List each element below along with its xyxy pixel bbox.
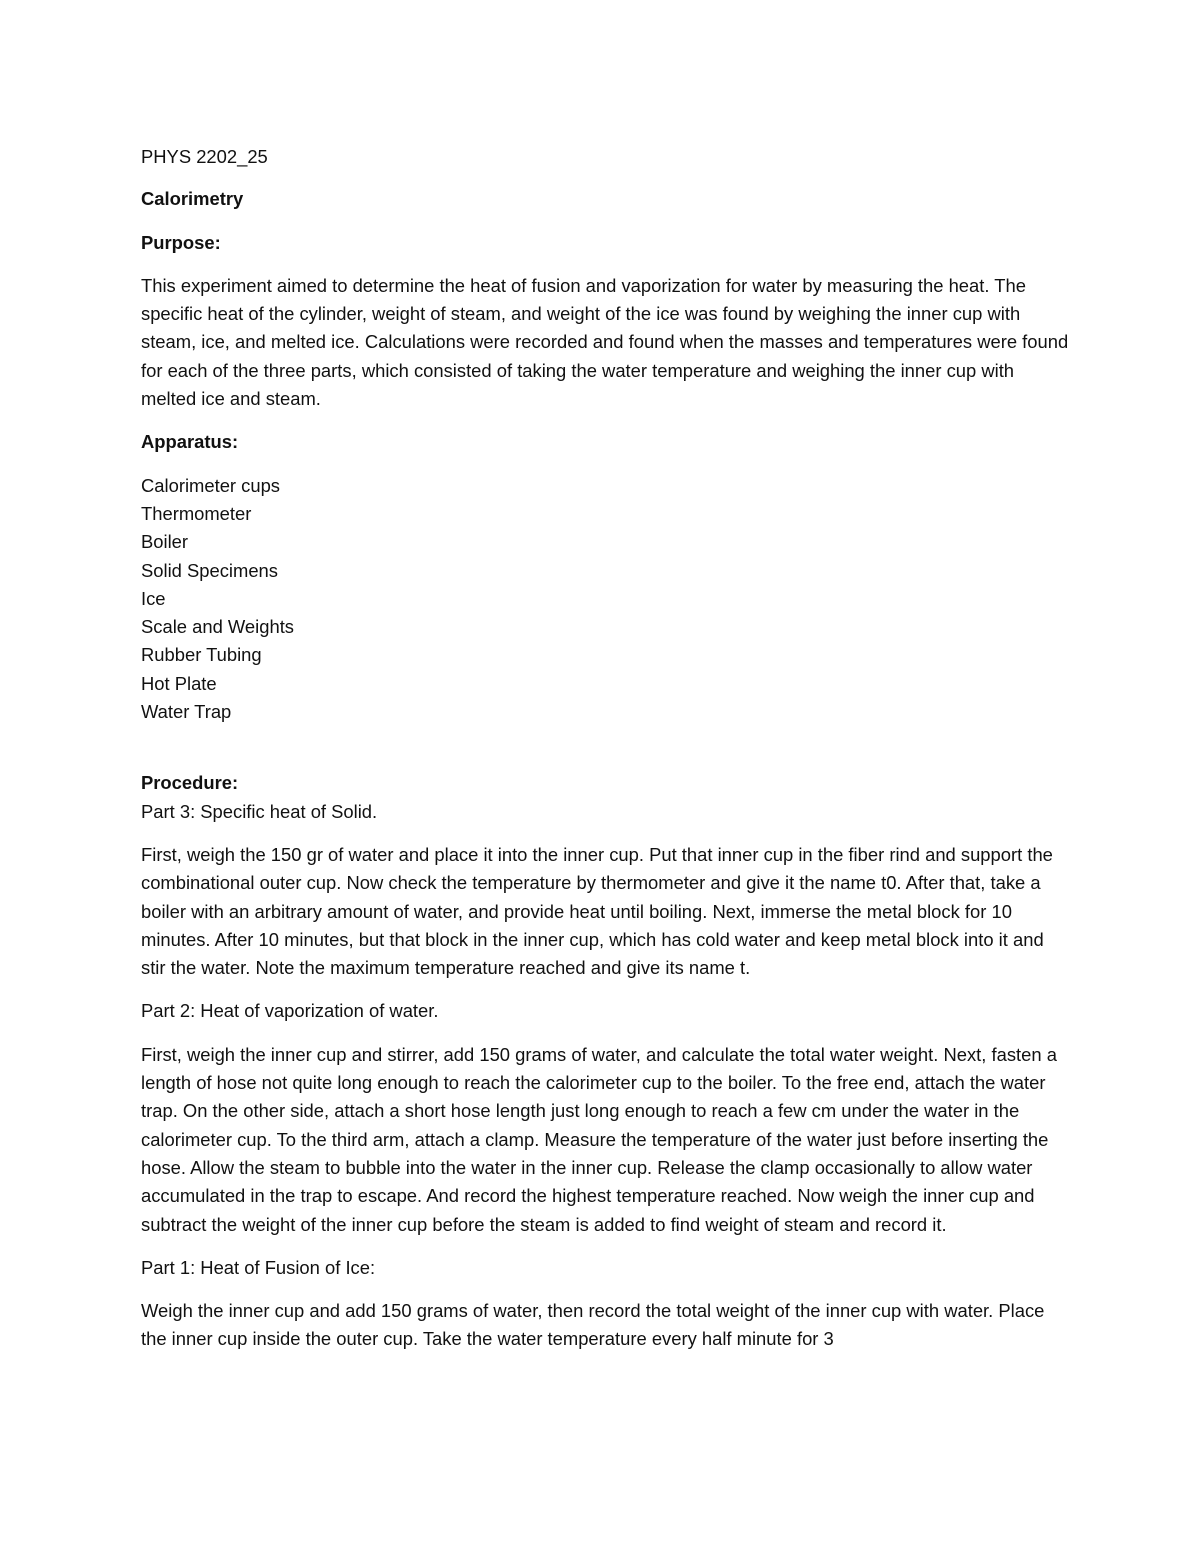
apparatus-list xyxy=(141,472,1071,727)
course-code: PHYS 2202_25 xyxy=(141,146,268,167)
apparatus-item: Boiler xyxy=(141,531,189,553)
procedure-part-1-text: Weigh the inner cup and add 150 grams of water, then record the total weight of the inner cup with water. Place the inner cup inside the outer cup. Take the water temperature every half minute for 3 xyxy=(141,1300,1045,1350)
purpose-text: This experiment aimed to determine the heat of fusion and vaporization for water by measuring the heat. The specific heat of the cylinder, weight of steam, and weight of the ice was found by weighing the inner cup with steam, ice, and melted ice. Calculations were recorded and found when the masses and temperatures were found for each of the three parts, which consisted of taking the water temperature and weighing the inner cup with melted ice and steam. xyxy=(141,274,1069,410)
apparatus-item: Rubber Tubing xyxy=(141,644,262,666)
procedure-part-1-label: Part 1: Heat of Fusion of Ice: xyxy=(141,1256,376,1278)
apparatus-item: Water Trap xyxy=(141,701,232,723)
document-body xyxy=(141,143,1071,1369)
apparatus-item: Thermometer xyxy=(141,502,252,524)
purpose-heading: Purpose: xyxy=(141,231,221,253)
apparatus-heading: Apparatus: xyxy=(141,431,239,453)
document-title: Calorimetry xyxy=(141,188,244,210)
procedure-part-3-label: Part 3: Specific heat of Solid. xyxy=(141,800,378,822)
apparatus-item: Calorimeter cups xyxy=(141,474,280,496)
apparatus-item: Ice xyxy=(141,587,166,609)
apparatus-item: Solid Specimens xyxy=(141,559,278,581)
procedure-part-3-text: First, weigh the 150 gr of water and place it into the inner cup. Put that inner cup in the fiber rind and support the combinational outer cup. Now check the temperature by thermometer and give it the name t0. After that, take a boiler with an arbitrary amount of water, and provide heat until boiling. Next, immerse the metal block for 10 minutes. After 10 minutes, but that block in the inner cup, which has cold water and keep metal block into it and stir the water. Note the maximum temperature reached and give its name t. xyxy=(141,843,1053,979)
procedure-heading: Procedure: xyxy=(141,772,239,794)
apparatus-item: Hot Plate xyxy=(141,672,217,694)
apparatus-item: Scale and Weights xyxy=(141,616,295,638)
procedure-part-2-label: Part 2: Heat of vaporization of water. xyxy=(141,1000,439,1022)
procedure-part-2-text: First, weigh the inner cup and stirrer, add 150 grams of water, and calculate the total water weight. Next, fasten a length of hose not quite long enough to reach the calorimeter cup to the boiler. To the free end, attach the water trap. On the other side, attach a short hose length just long enough to reach a few cm under the water in the calorimeter cup. To the third arm, attach a clamp. Measure the temperature of the water just before inserting the hose. Allow the steam to bubble into the water in the inner cup. Release the clamp occasionally to allow water accumulated in the trap to escape. And record the highest temperature reached. Now weigh the inner cup and subtract the weight of the inner cup before the steam is added to find weight of steam and record it. xyxy=(141,1043,1057,1235)
